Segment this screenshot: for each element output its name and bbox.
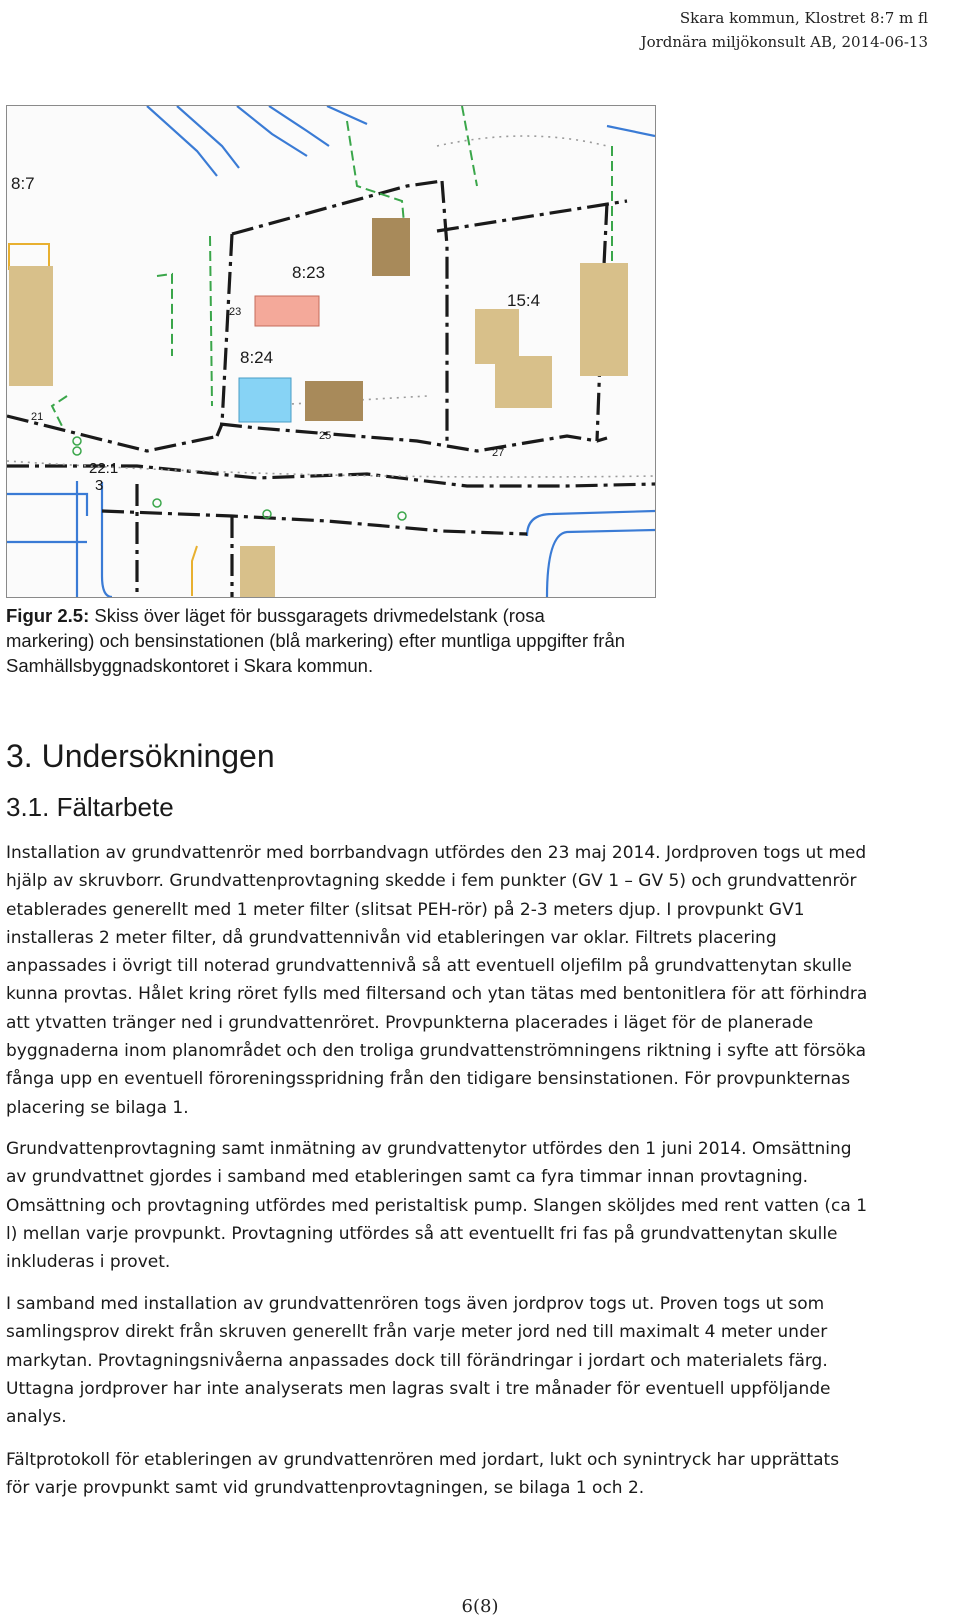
caption-label: Figur 2.5: [6,605,90,626]
paragraph-line: att ytvatten tränger ned i grundvattenröret. Provpunkterna placerades i läget för de planerade [6,1012,814,1033]
fuel-tank-marker-pink [255,296,319,326]
paragraph-3 [6,1290,956,1431]
page-number: 6(8) [461,1596,499,1617]
label-25: 25 [319,430,332,442]
paragraph-line: I samband med installation av grundvattenrören togs även jordprov togs ut. Proven togs ut som [6,1294,825,1314]
figure-caption [6,603,936,678]
paragraph-line: etablerades generellt med 1 meter filter (slitsat PEH-rör) på 2-3 meters djup. I provpunkt GV1 [6,899,805,920]
paragraph-line: Grundvattenprovtagning samt inmätning av grundvattenytor utfördes den 1 juni 2014. Omsättning [6,1139,852,1159]
paragraph-line: av grundvattnet gjordes i samband med etableringen samt ca fyra timmar innan provtagning. [6,1167,809,1188]
header-line-2: Jordnära miljökonsult AB, 2014-06-13 [640,33,928,51]
page-header [641,6,928,54]
building-15-4 [475,309,552,408]
label-23: 23 [229,306,242,318]
label-8-24: 8:24 [240,348,274,367]
site-map [7,106,655,597]
dotted-lines [7,136,655,477]
subsection-heading: 3.1. Fältarbete [6,792,174,822]
section-heading: 3. Undersökningen [6,738,275,774]
building-south [240,546,275,597]
petrol-station-marker-blue [239,378,291,422]
paragraph-line: Uttagna jordprover har inte analyserats men lagras svalt i tre månader för eventuell uppföljande [6,1378,831,1399]
paragraph-line: placering se bilaga 1. [6,1097,189,1118]
building-east [580,263,628,376]
paragraph-2 [6,1135,956,1276]
paragraph-line: Omsättning och provtagning utfördes med peristaltisk pump. Slangen sköljdes med rent vatten (ca 1 [6,1195,868,1216]
label-8-7: 8:7 [11,174,35,193]
label-3: 3 [95,477,104,494]
paragraph-line: fånga upp en eventuell föroreningsspridning från den tidigare bensinstationen. För provpunkternas [6,1069,851,1090]
paragraph-line: analys. [6,1407,67,1428]
paragraph-line: markytan. Provtagningsnivåerna anpassades dock till förändringar i jordart och materialets färg. [6,1350,828,1371]
paragraph-line: inkluderas i provet. [6,1252,171,1273]
paragraph-line: byggnaderna inom planområdet och den troliga grundvattenströmningens riktning i syfte att försöka [6,1041,867,1062]
caption-line: Skiss över läget för bussgaragets drivmedelstank (rosa [89,605,545,626]
site-map-figure [6,105,656,598]
header-line-1: Skara kommun, Klostret 8:7 m fl [679,9,928,27]
building-8-24-east [305,381,363,421]
survey-points [73,437,406,520]
road-outlines [7,106,655,597]
label-22-1: 22:1 [89,460,119,477]
paragraph-line: för varje provpunkt samt vid grundvattenprovtagningen, se bilaga 1 och 2. [6,1478,645,1499]
label-15-4: 15:4 [507,291,541,310]
label-8-23: 8:23 [292,263,326,282]
label-21: 21 [31,411,44,423]
paragraph-line: anpassades i övrigt till noterad grundvattennivå så att eventuell oljefilm på grundvattenytan skulle [6,956,852,977]
paragraph-4 [6,1446,956,1503]
caption-line: markering) och bensinstationen (blå markering) efter muntliga uppgifter från [6,630,626,651]
paragraph-line: installeras 2 meter filter, då grundvattennivån vid etableringen var oklar. Filtrets placering [6,927,777,948]
paragraph-line: l) mellan varje provpunkt. Provtagning utfördes så att eventuellt fri fas på grundvattenytan skulle [6,1223,838,1244]
caption-line: Samhällsbyggnadskontoret i Skara kommun. [6,655,374,676]
paragraph-line: Fältprotokoll för etableringen av grundvattenrören med jordart, lukt och synintryck har upprättats [6,1450,840,1470]
label-27: 27 [492,447,505,459]
paragraph-line: Installation av grundvattenrör med borrbandvagn utfördes den 23 maj 2014. Jordproven togs ut med [6,843,867,863]
building-8-23-north [372,218,410,276]
paragraph-line: hjälp av skruvborr. Grundvattenprovtagning skedde i fem punkter (GV 1 – GV 5) och grundvattenrör [6,871,857,892]
paragraph-line: samlingsprov direkt från skruven generellt från varje meter jord ned till maximalt 4 meter under [6,1322,828,1343]
paragraph-line: kunna provtas. Hålet kring röret fylls med filtersand och ytan tätas med bentonitlera för att förhindra [6,984,868,1005]
paragraph-1 [6,839,956,1122]
building-west [9,266,53,386]
